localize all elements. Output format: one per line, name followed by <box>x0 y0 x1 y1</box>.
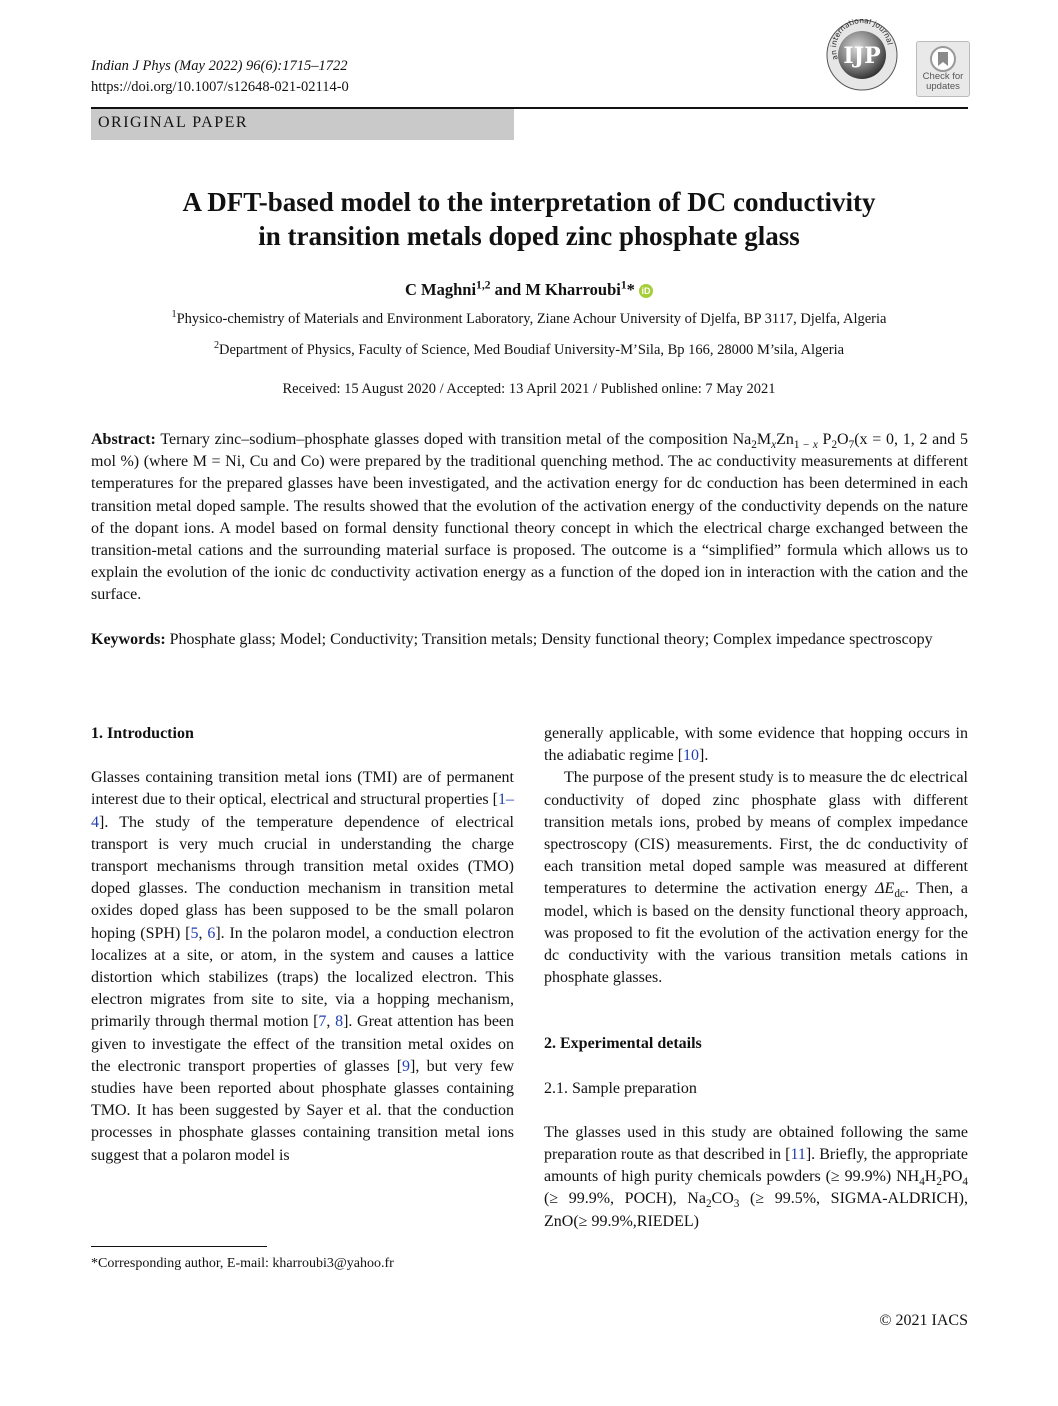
journal-citation: Indian J Phys (May 2022) 96(6):1715–1722 <box>91 58 348 74</box>
svg-text:IJP: IJP <box>843 43 881 69</box>
authors: C Maghni$^{1,2}$ and M Kharroubi$^1$* iD <box>60 280 998 300</box>
affiliation-1: $^1$Physico-chemistry of Materials and Environment Laboratory, Ziane Achour University of Djelfa, BP 3117, Djelfa, Algeria <box>171 309 887 327</box>
citation-link[interactable]: 6 <box>207 924 216 942</box>
experimental-paragraph: The glasses used in this study are obtained following the same preparation route as that described in [11]. Briefly, the appropriate amounts of high purity chemicals powders (≥ 99.9%) $NH_4H_2PO_4$ (≥ 99.9%, POCH), $Na_2CO_3$ (≥ 99.5%, SIGMA-ALDRICH), ZnO(≥ 99.9%,RIEDEL) <box>544 1123 969 1230</box>
citation-link[interactable]: 1–4 <box>91 791 514 831</box>
copyright: © 2021 IACS <box>879 1312 968 1329</box>
ijp-logo <box>826 19 898 91</box>
citation-link[interactable]: 8 <box>335 1013 344 1031</box>
section-heading: 2. Experimental details <box>544 1035 702 1053</box>
footnote-rule <box>91 1246 267 1247</box>
bookmark-icon <box>917 44 969 74</box>
doi-link[interactable]: https://doi.org/10.1007/s12648-021-02114-0 <box>91 79 349 95</box>
citation-link[interactable]: 7 <box>318 1013 327 1031</box>
check-for-updates-button[interactable]: Check for updates <box>916 41 970 97</box>
keywords: Keywords: Phosphate glass; Model; Conductivity; Transition metals; Density functional theory; Complex impedance spectroscopy <box>91 631 933 648</box>
corresponding-author-footnote: *Corresponding author, E-mail: kharroubi3@yahoo.fr <box>91 1256 394 1271</box>
orcid-icon[interactable]: iD <box>639 284 653 298</box>
right-column <box>544 723 968 1233</box>
citation-link[interactable]: 11 <box>790 1146 806 1164</box>
intro-paragraph: Glasses containing transition metal ions (TMI) are of permanent interest due to their optical, electrical and structural properties [1–4]. The study of the temperature dependence of electrical transport is very much crucial in understanding the charge transport mechanisms through transition metal oxides (TMO) doped glasses. The conduction mechanism in transition metal oxides doped glass has been supposed to be the small polaron hoping (SPH) [5, 6]. In the polaron model, a conduction electron localizes at a site, or atom, in the system and causes a lattice distortion which stabilizes (traps) the localized electron. This electron migrates from site to site, via a hopping mechanism, primarily through thermal motion [7, 8]. Great attention has been given to investigate the effect of the transition metal oxides on the electronic transport properties of glasses [9], but very few studies have been reported about phosphate glasses containing TMO. It has been suggested by Sayer et al. that the conduction processes in phosphate glasses containing transition metal ions suggest that a polaron model is <box>91 769 515 1164</box>
subsection-heading: 2.1. Sample preparation <box>544 1079 697 1097</box>
author-2[interactable]: M Kharroubi <box>525 280 621 299</box>
citation-link[interactable]: 10 <box>683 747 700 765</box>
article-title: A DFT-based model to the interpretation of DC conductivity in transition metals doped zinc phosphate glass <box>182 187 876 251</box>
publication-dates: Received: 15 August 2020 / Accepted: 13 April 2021 / Published online: 7 May 2021 <box>282 381 776 397</box>
svg-text:an international journal: an international journal <box>828 19 895 62</box>
intro-continuation: generally applicable, with some evidence that hopping occurs in the adiabatic regime [10]. <box>544 725 968 765</box>
citation-link[interactable]: 5 <box>190 924 199 942</box>
section-heading: 1. Introduction <box>91 725 194 742</box>
abstract: Abstract: Ternary zinc–sodium–phosphate glasses doped with transition metal of the composition $Na_2M_xZn_{1 - x}$ $P_2O_7(x = 0$, 1, 2 and 5 mol %) (where M = Ni, Cu and Co) were prepared by the traditional quenching method. The ac conductivity measurements at different temperatures for the prepared glasses have been investigated, and the activation energy for dc conduction has been determined in each transition metal doped sample. The results showed that the evolution of the activation energy of the conductivity depends on the nature of the dopant ions. A model based on formal density functional theory concept in which the electrical charge exchanged between the transition-metal cations and the surrounding material surface is proposed. The outcome is a “simplified” formula which allows us to explain the evolution of the ionic dc conductivity activation energy as a function of the doped ion in interaction with the cation and the surface. <box>91 431 969 604</box>
purpose-paragraph: The purpose of the present study is to measure the dc electrical conductivity of doped zinc phosphate glass with different transition metals ions, probed by means of complex impedance spectroscopy (CIS) measurements. First, the dc conductivity of each transition metal doped sample was measured at different temperatures to determine the activation energy $\Delta E_{dc}$. Then, a model, which is based on the density functional theory approach, was proposed to fit the evolution of the activation energy for the dc conductivity with the various transition metals cations in phosphate glasses. <box>544 769 968 987</box>
section-label: ORIGINAL PAPER <box>98 114 249 131</box>
ijp-logo-icon <box>826 19 898 91</box>
section-introduction <box>91 723 514 1167</box>
affiliation-2: $^2$Department of Physics, Faculty of Science, Med Boudiaf University-M’Sila, Bp 166, 28000 M’sila, Algeria <box>213 340 845 358</box>
author-1[interactable]: C Maghni <box>404 280 477 299</box>
citation-link[interactable]: 9 <box>402 1057 411 1075</box>
